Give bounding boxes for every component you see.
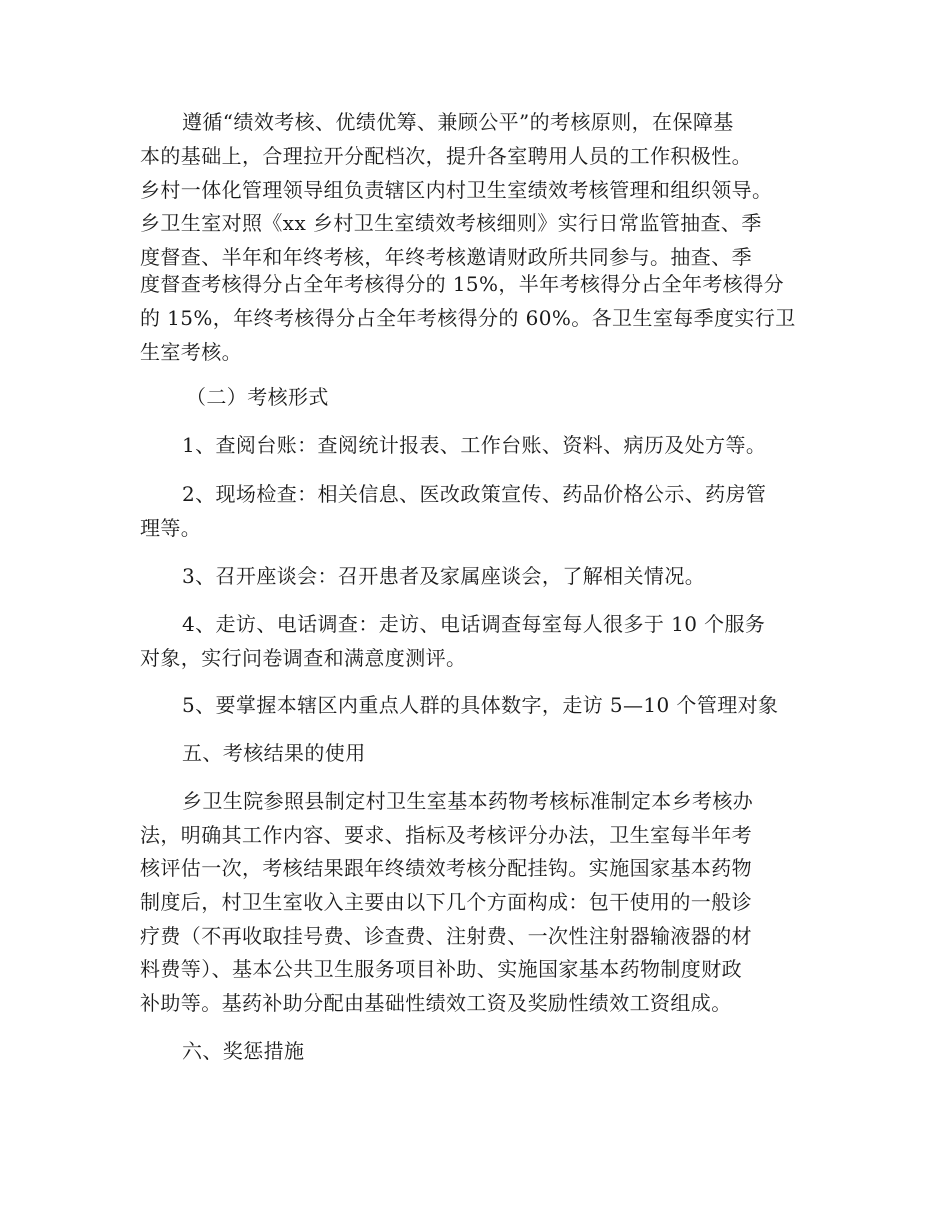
paragraph-line: 遵循“绩效考核、优绩优筹、兼顾公平”的考核原则，在保障基 <box>182 110 734 134</box>
paragraph-line: 制度后，村卫生室收入主要由以下几个方面构成：包干使用的一般诊 <box>140 890 752 914</box>
list-item: 4、走访、电话调查：走访、电话调查每室每人很多于 10 个服务 <box>182 612 766 636</box>
paragraph-line: 核评估一次，考核结果跟年终绩效考核分配挂钩。实施国家基本药物 <box>140 856 752 880</box>
paragraph-line: 乡村一体化管理领导组负责辖区内村卫生室绩效考核管理和组织领导。 <box>140 178 773 202</box>
paragraph-line: 度督查考核得分占全年考核得分的 15%，半年考核得分占全年考核得分 <box>140 272 785 296</box>
list-item: 2、现场检查：相关信息、医改政策宣传、药品价格公示、药房管 <box>182 482 767 506</box>
paragraph-line: 的 15%，年终考核得分占全年考核得分的 60%。各卫生室每季度实行卫 <box>140 306 796 330</box>
list-item: 3、召开座谈会：召开患者及家属座谈会，了解相关情况。 <box>182 564 706 588</box>
paragraph-line: 法，明确其工作内容、要求、指标及考核评分办法，卫生室每半年考 <box>140 823 752 847</box>
paragraph-line: 补助等。基药补助分配由基础性绩效工资及奖励性绩效工资组成。 <box>140 991 732 1015</box>
paragraph-line: 乡卫生院参照县制定村卫生室基本药物考核标准制定本乡考核办 <box>182 789 754 813</box>
section-heading: 五、考核结果的使用 <box>182 741 366 765</box>
paragraph-line: 度督查、半年和年终考核，年终考核邀请财政所共同参与。抽查、季 <box>140 245 752 269</box>
paragraph-line: 疗费（不再收取挂号费、诊查费、注射费、一次性注射器输液器的材 <box>140 924 752 948</box>
list-item-continuation: 理等。 <box>140 516 202 540</box>
paragraph-line: 生室考核。 <box>140 340 242 364</box>
paragraph-line: 料费等）、基本公共卫生服务项目补助、实施国家基本药物制度财政 <box>140 957 742 981</box>
list-item: 5、要掌握本辖区内重点人群的具体数字，走访 5—10 个管理对象 <box>182 693 779 717</box>
paragraph-line: 本的基础上，合理拉开分配档次，提升各室聘用人员的工作积极性。 <box>140 144 752 168</box>
section-heading: 六、奖惩措施 <box>182 1039 305 1063</box>
list-item-continuation: 对象，实行问卷调查和满意度测评。 <box>140 646 467 670</box>
paragraph-line: 乡卫生室对照《xx 乡村卫生室绩效考核细则》实行日常监管抽查、季 <box>140 211 762 235</box>
section-heading: （二）考核形式 <box>186 385 329 409</box>
list-item: 1、查阅台账：查阅统计报表、工作台账、资料、病历及处方等。 <box>182 433 767 457</box>
